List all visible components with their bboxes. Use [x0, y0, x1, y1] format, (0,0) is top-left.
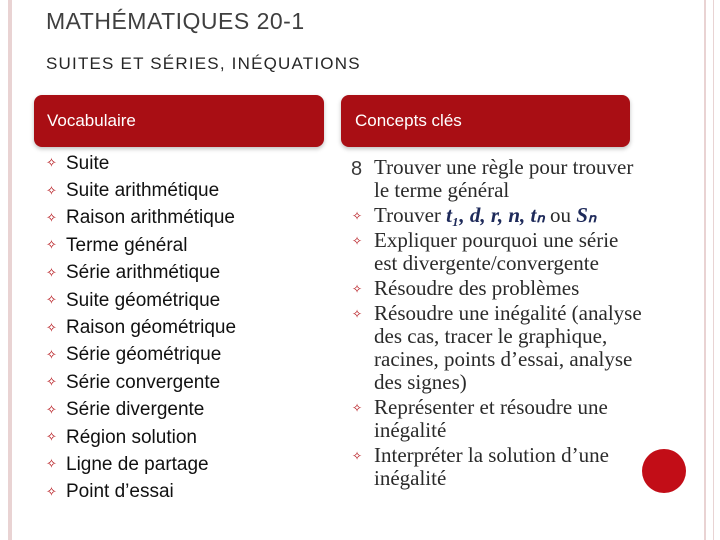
vocab-term: Région solution	[66, 426, 197, 448]
diamond-bullet-icon: ✧	[352, 234, 363, 248]
list-item	[46, 205, 236, 232]
concepts-header	[341, 95, 630, 147]
diamond-bullet-icon: ✧	[352, 209, 363, 223]
vocab-term: Point d’essai	[66, 481, 174, 503]
list-item	[46, 479, 236, 506]
diamond-bullet-icon: ✧	[352, 282, 363, 296]
list-item	[46, 314, 236, 341]
vocab-term: Suite arithmétique	[66, 180, 220, 202]
list-item	[350, 277, 654, 300]
concept-text: Résoudre une inégalité (analyse des cas, tracer le graphique, racines, points d’essai, analyse des signes)	[374, 301, 642, 394]
formula-sn: Sₙ	[576, 203, 597, 227]
diamond-bullet-icon: ✧	[46, 265, 57, 281]
diamond-bullet-icon: ✧	[46, 347, 57, 363]
list-item	[46, 287, 236, 314]
formula-r: r	[490, 203, 498, 227]
list-item	[350, 156, 639, 202]
list-item	[46, 342, 236, 369]
diamond-bullet-icon: ✧	[46, 484, 57, 500]
concept-text: Représenter et résoudre une inégalité	[374, 395, 608, 442]
list-item	[46, 369, 236, 396]
vocab-term: Série géométrique	[66, 344, 222, 366]
vocabulaire-header	[34, 95, 324, 147]
concepts-list	[350, 156, 664, 492]
left-decorative-rule	[8, 0, 12, 540]
diamond-bullet-icon: ✧	[46, 457, 57, 473]
formula-tn: tₙ	[530, 203, 545, 227]
diamond-bullet-icon: ✧	[352, 307, 363, 321]
vocab-term: Série arithmétique	[66, 262, 221, 284]
formula-n: n	[508, 203, 521, 227]
vocab-term: Ligne de partage	[66, 453, 209, 475]
list-item	[46, 260, 236, 287]
decorative-red-dot	[642, 449, 686, 493]
list-item	[46, 232, 236, 259]
vocab-term: Suite géométrique	[66, 289, 221, 311]
vocab-term: Série divergente	[66, 399, 205, 421]
vocab-term: Raison arithmétique	[66, 207, 235, 229]
diamond-bullet-icon: ✧	[46, 183, 57, 199]
right-decorative-rule	[704, 0, 706, 540]
list-item: ✧ Trouver t₁, d, r, n, tₙ ou Sₙ	[352, 203, 597, 227]
concept-text: Expliquer pourquoi une série est divergente/convergente	[374, 228, 619, 275]
diamond-bullet-icon: ✧	[46, 210, 57, 226]
first-bullet-glyph: 8	[351, 158, 363, 180]
list-item	[350, 229, 624, 275]
concept-text: Interpréter la solution d’une inégalité	[374, 443, 609, 490]
diamond-bullet-icon: ✧	[352, 401, 363, 415]
diamond-bullet-icon: ✧	[352, 449, 363, 463]
list-item	[46, 424, 236, 451]
diamond-bullet-icon: ✧	[46, 430, 57, 446]
concepts-heading: Concepts clés	[355, 111, 462, 130]
diamond-bullet-icon: ✧	[46, 293, 57, 309]
diamond-bullet-icon: ✧	[46, 375, 57, 391]
diamond-bullet-icon: ✧	[46, 238, 57, 254]
formula-connector: ou	[549, 203, 571, 227]
diamond-bullet-icon: ✧	[46, 402, 57, 418]
list-item	[46, 150, 236, 177]
vocab-term: Raison géométrique	[66, 317, 237, 339]
list-item	[46, 451, 236, 478]
list-item	[350, 302, 664, 394]
slide-title: MATHÉMATIQUES 20-1	[46, 8, 305, 34]
formula-prefix: Trouver	[374, 203, 441, 227]
slide-subtitle: SUITES ET SÉRIES, INÉQUATIONS	[46, 54, 361, 73]
formula-t1: t₁	[446, 203, 460, 227]
concept-text: Trouver une règle pour trouver le terme général	[374, 155, 634, 202]
vocabulaire-list	[46, 150, 236, 506]
right-decorative-rule-thin	[713, 0, 714, 540]
list-item	[46, 177, 236, 204]
vocab-term: Suite	[66, 152, 110, 174]
formula-d: d	[469, 203, 481, 227]
diamond-bullet-icon: ✧	[46, 320, 57, 336]
list-item	[46, 397, 236, 424]
list-item	[350, 444, 634, 490]
vocab-term: Terme général	[66, 234, 188, 256]
list-item	[350, 396, 654, 442]
concept-text: Résoudre des problèmes	[374, 276, 580, 300]
vocabulaire-heading: Vocabulaire	[47, 111, 136, 130]
vocab-term: Série convergente	[66, 371, 221, 393]
diamond-bullet-icon: ✧	[46, 156, 57, 172]
